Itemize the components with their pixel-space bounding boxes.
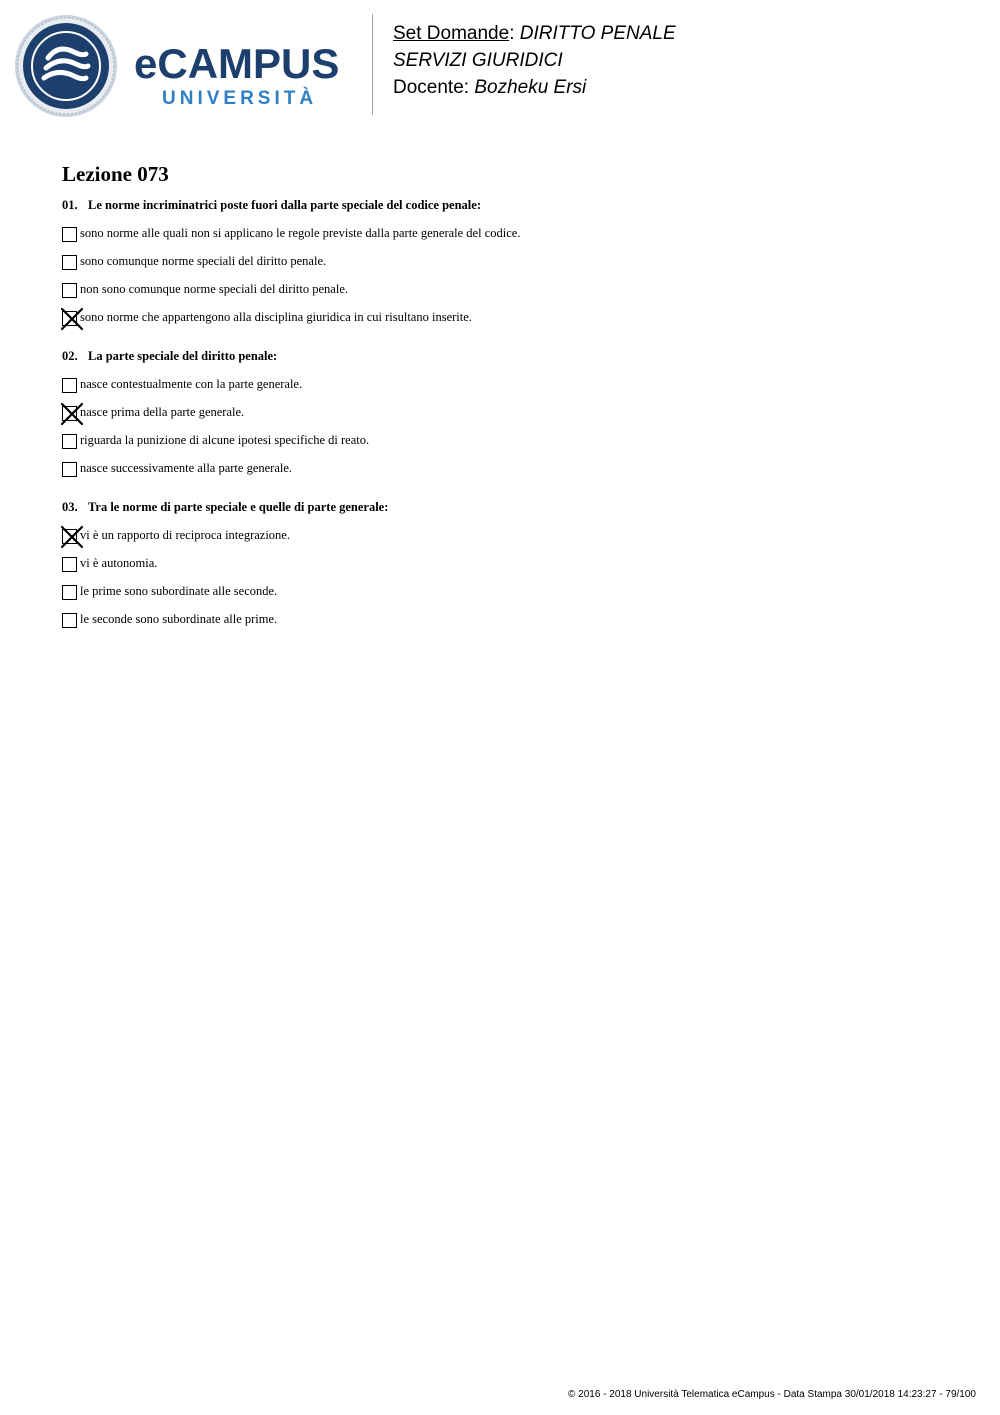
answer-option[interactable] xyxy=(62,303,942,331)
answer-option[interactable] xyxy=(62,577,942,605)
set-line: Set Domande: DIRITTO PENALE xyxy=(393,23,676,44)
answer-option[interactable] xyxy=(62,275,942,303)
answer-text: sono norme alle quali non si applicano le regole previste dalla parte generale del codice. xyxy=(80,226,521,240)
answer-text: le prime sono subordinate alle seconde. xyxy=(80,584,278,598)
checkbox-icon[interactable] xyxy=(62,378,77,393)
question-number: 02. xyxy=(62,349,78,363)
checkbox-icon[interactable] xyxy=(62,227,77,242)
brand-logo xyxy=(134,42,356,112)
course-name: SERVIZI GIURIDICI xyxy=(393,50,563,71)
logo-subtitle: UNIVERSITÀ xyxy=(162,88,318,109)
question-number: 03. xyxy=(62,500,78,514)
answer-text: vi è autonomia. xyxy=(80,556,158,570)
answer-text: vi è un rapporto di reciproca integrazione. xyxy=(80,528,290,542)
page-footer: © 2016 - 2018 Università Telematica eCampus - Data Stampa 30/01/2018 14:23:27 - 79/100 xyxy=(568,1389,976,1400)
answer-option[interactable] xyxy=(62,454,942,482)
answer-text: sono comunque norme speciali del diritto penale. xyxy=(80,254,327,268)
page-header xyxy=(0,0,1000,130)
checkbox-icon[interactable] xyxy=(62,283,77,298)
docente-label: Docente: xyxy=(393,77,470,98)
docente-line xyxy=(393,76,586,100)
checkbox-icon[interactable] xyxy=(62,255,77,270)
answer-text: non sono comunque norme speciali del diritto penale. xyxy=(80,282,348,296)
answer-option[interactable] xyxy=(62,219,942,247)
checkbox-icon[interactable] xyxy=(62,557,77,572)
answer-text: nasce contestualmente con la parte generale. xyxy=(80,377,303,391)
question-1 xyxy=(62,197,942,331)
answer-option[interactable] xyxy=(62,549,942,577)
question-text: La parte speciale del diritto penale: xyxy=(88,349,278,363)
answer-option[interactable] xyxy=(62,370,942,398)
answer-option[interactable] xyxy=(62,521,942,549)
checkbox-icon[interactable] xyxy=(62,434,77,449)
answer-text: le seconde sono subordinate alle prime. xyxy=(80,612,278,626)
answer-text: nasce successivamente alla parte generale. xyxy=(80,461,293,475)
question-3 xyxy=(62,499,942,633)
answer-text: riguarda la punizione di alcune ipotesi specifiche di reato. xyxy=(80,433,370,447)
question-number: 01. xyxy=(62,198,78,212)
docente-name: Bozheku Ersi xyxy=(474,77,587,98)
lesson-title: Lezione 073 xyxy=(62,162,169,186)
question-text: Tra le norme di parte speciale e quelle di parte generale: xyxy=(88,500,389,514)
set-value: DIRITTO PENALE xyxy=(519,23,676,44)
question-heading xyxy=(62,348,942,364)
answer-option[interactable] xyxy=(62,426,942,454)
checkbox-icon[interactable] xyxy=(62,585,77,600)
ecampus-seal-icon xyxy=(14,14,118,118)
answer-text: sono norme che appartengono alla disciplina giuridica in cui risultano inserite. xyxy=(80,310,472,324)
question-text: Le norme incriminatrici poste fuori dalla parte speciale del codice penale: xyxy=(88,198,481,212)
checkbox-icon[interactable] xyxy=(62,462,77,477)
checkbox-icon[interactable] xyxy=(62,613,77,628)
question-heading xyxy=(62,499,942,515)
answer-text: nasce prima della parte generale. xyxy=(80,405,245,419)
logo-name: eCAMPUS xyxy=(134,40,340,87)
answer-option[interactable] xyxy=(62,605,942,633)
header-divider xyxy=(372,14,373,115)
question-2 xyxy=(62,348,942,482)
question-heading xyxy=(62,197,942,213)
answer-option[interactable] xyxy=(62,398,942,426)
set-label: Set Domande xyxy=(393,23,510,44)
answer-option[interactable] xyxy=(62,247,942,275)
